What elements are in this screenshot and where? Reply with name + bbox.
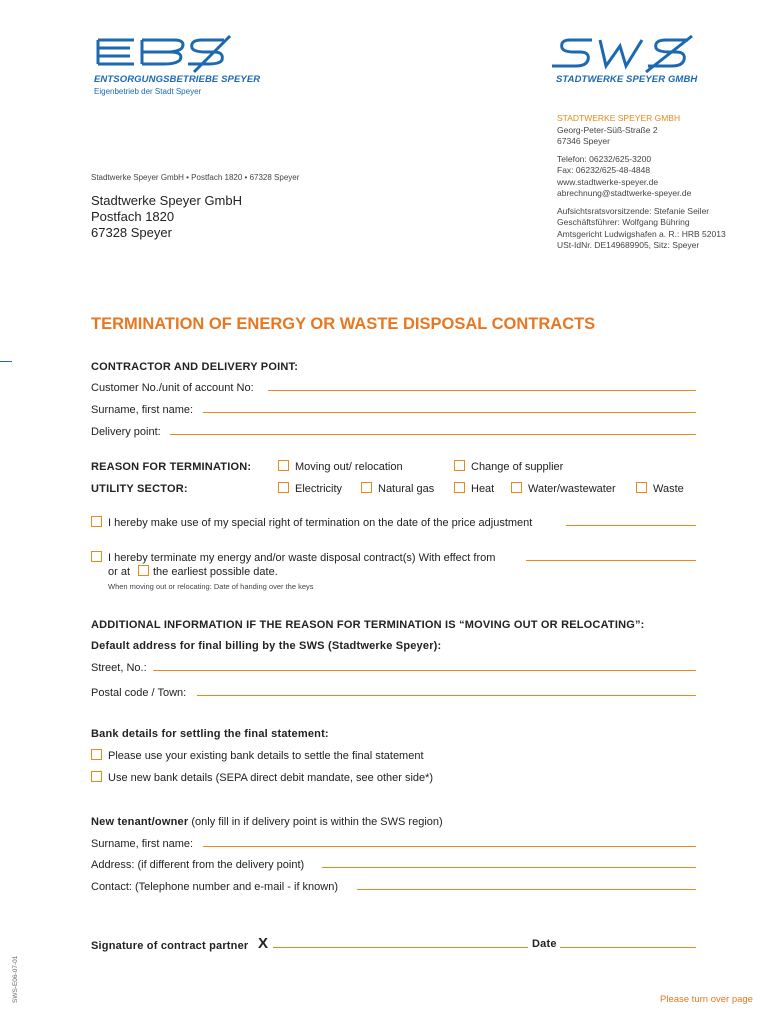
street-label: Street, No.: xyxy=(91,662,147,674)
tenant-name-label: Surname, first name: xyxy=(91,838,194,850)
ebs-subtitle: Eigenbetrieb der Stadt Speyer xyxy=(94,87,202,96)
earliest-date-checkbox[interactable] xyxy=(138,565,149,576)
or-at-label: or at xyxy=(108,566,131,578)
company-info-ceo: Geschäftsführer: Wolfgang Bühring xyxy=(557,217,690,227)
company-info-phone: Telefon: 06232/625-3200 xyxy=(557,153,652,164)
company-info-vat: USt-IdNr. DE149689905, Sitz: Speyer xyxy=(557,240,700,250)
bank-heading: Bank details for settling the final statement: xyxy=(91,728,329,740)
earliest-date-label: the earliest possible date. xyxy=(153,566,278,578)
company-info-fax: Fax: 06232/625-48-4848 xyxy=(557,165,651,175)
sws-logo-graphic xyxy=(548,34,696,74)
date-label: Date xyxy=(532,938,557,950)
company-info-street: Georg-Peter-Süß-Straße 2 xyxy=(557,124,658,135)
customer-no-label: Customer No./unit of account No: xyxy=(91,382,254,394)
page-title: TERMINATION OF ENERGY OR WASTE DISPOSAL CONTRACTS xyxy=(91,315,596,333)
sector-heat-checkbox[interactable] xyxy=(454,482,465,493)
company-info-name: STADTWERKE SPEYER GMBH xyxy=(557,113,681,123)
signature-label: Signature of contract partner xyxy=(91,940,249,952)
sector-waste-label: Waste xyxy=(653,483,684,495)
tenant-note: (only fill in if delivery point is within the SWS region) xyxy=(191,816,443,828)
ebs-logo xyxy=(94,34,244,74)
additional-heading: ADDITIONAL INFORMATION IF THE REASON FOR TERMINATION IS “MOVING OUT OR RELOCATING”: xyxy=(91,619,645,631)
date-field[interactable] xyxy=(560,947,696,948)
ebs-logo-graphic xyxy=(94,34,234,74)
reason-supplier-label: Change of supplier xyxy=(471,461,564,473)
terminate-note: When moving out or relocating: Date of handing over the keys xyxy=(108,582,314,591)
company-info-email: abrechnung@stadtwerke-speyer.de xyxy=(557,188,692,198)
sector-gas-label: Natural gas xyxy=(378,483,435,495)
special-right-date-field[interactable] xyxy=(566,525,696,526)
signature-field[interactable] xyxy=(273,947,528,948)
sector-gas-checkbox[interactable] xyxy=(361,482,372,493)
reason-moving-checkbox[interactable] xyxy=(278,460,289,471)
bank-new-checkbox[interactable] xyxy=(91,771,102,782)
terminate-date-field[interactable] xyxy=(526,560,696,561)
side-code: SWS-E06-07-01 xyxy=(12,955,19,1003)
turn-over-note: Please turn over page xyxy=(660,994,753,1005)
recipient-address xyxy=(91,193,242,241)
company-info-web: www.stadtwerke-speyer.de xyxy=(557,176,659,187)
sector-heat-label: Heat xyxy=(471,483,495,495)
terminate-label: I hereby terminate my energy and/or waste disposal contract(s) With effect from xyxy=(108,552,496,564)
tenant-address-field[interactable] xyxy=(322,867,696,868)
terminate-checkbox[interactable] xyxy=(91,551,102,562)
default-address-heading: Default address for final billing by the SWS (Stadtwerke Speyer): xyxy=(91,640,442,652)
reason-supplier-checkbox[interactable] xyxy=(454,460,465,471)
sender-line: Stadtwerke Speyer GmbH • Postfach 1820 • 67328 Speyer xyxy=(91,173,300,182)
company-info-board: Aufsichtsratsvorsitzende: Stefanie Seiler xyxy=(557,205,710,216)
recipient-line2: Postfach 1820 xyxy=(91,209,175,224)
sws-logo xyxy=(548,34,698,74)
sector-electricity-label: Electricity xyxy=(295,483,343,495)
tenant-heading-row xyxy=(91,816,443,828)
bank-existing-label: Please use your existing bank details to settle the final statement xyxy=(108,750,424,762)
postal-field[interactable] xyxy=(197,695,696,696)
recipient-line3: 67328 Speyer xyxy=(91,225,172,240)
postal-label: Postal code / Town: xyxy=(91,687,187,699)
reason-label: REASON FOR TERMINATION: xyxy=(91,461,252,473)
tenant-address-label: Address: (if different from the delivery point) xyxy=(91,859,305,871)
special-right-checkbox[interactable] xyxy=(91,516,102,527)
name-label: Surname, first name: xyxy=(91,404,194,416)
section-contractor-heading: CONTRACTOR AND DELIVERY POINT: xyxy=(91,361,299,373)
company-info-city: 67346 Speyer xyxy=(557,136,610,146)
delivery-point-field[interactable] xyxy=(170,434,696,435)
company-info xyxy=(557,113,757,252)
sws-name: STADTWERKE SPEYER GMBH xyxy=(556,74,698,85)
sector-electricity-checkbox[interactable] xyxy=(278,482,289,493)
ebs-name: ENTSORGUNGSBETRIEBE SPEYER xyxy=(94,74,261,85)
customer-no-field[interactable] xyxy=(268,390,696,391)
bank-existing-checkbox[interactable] xyxy=(91,749,102,760)
sector-water-label: Water/wastewater xyxy=(528,483,616,495)
tenant-contact-label: Contact: (Telephone number and e-mail - if known) xyxy=(91,881,339,893)
company-info-court: Amtsgericht Ludwigshafen a. R.: HRB 52013 xyxy=(557,228,726,239)
fold-mark xyxy=(0,361,12,362)
name-field[interactable] xyxy=(203,412,696,413)
sector-water-checkbox[interactable] xyxy=(511,482,522,493)
sector-waste-checkbox[interactable] xyxy=(636,482,647,493)
bank-new-label: Use new bank details (SEPA direct debit mandate, see other side*) xyxy=(108,772,434,784)
tenant-contact-field[interactable] xyxy=(357,889,696,890)
recipient-line1: Stadtwerke Speyer GmbH xyxy=(91,193,243,208)
signature-x-mark: X xyxy=(258,935,269,952)
tenant-name-field[interactable] xyxy=(203,846,696,847)
sector-label: UTILITY SECTOR: xyxy=(91,483,188,495)
reason-moving-label: Moving out/ relocation xyxy=(295,461,403,473)
tenant-heading: New tenant/owner xyxy=(91,816,189,828)
special-right-label: I hereby make use of my special right of termination on the date of the price adjustment xyxy=(108,517,533,529)
delivery-point-label: Delivery point: xyxy=(91,426,161,438)
street-field[interactable] xyxy=(153,670,696,671)
